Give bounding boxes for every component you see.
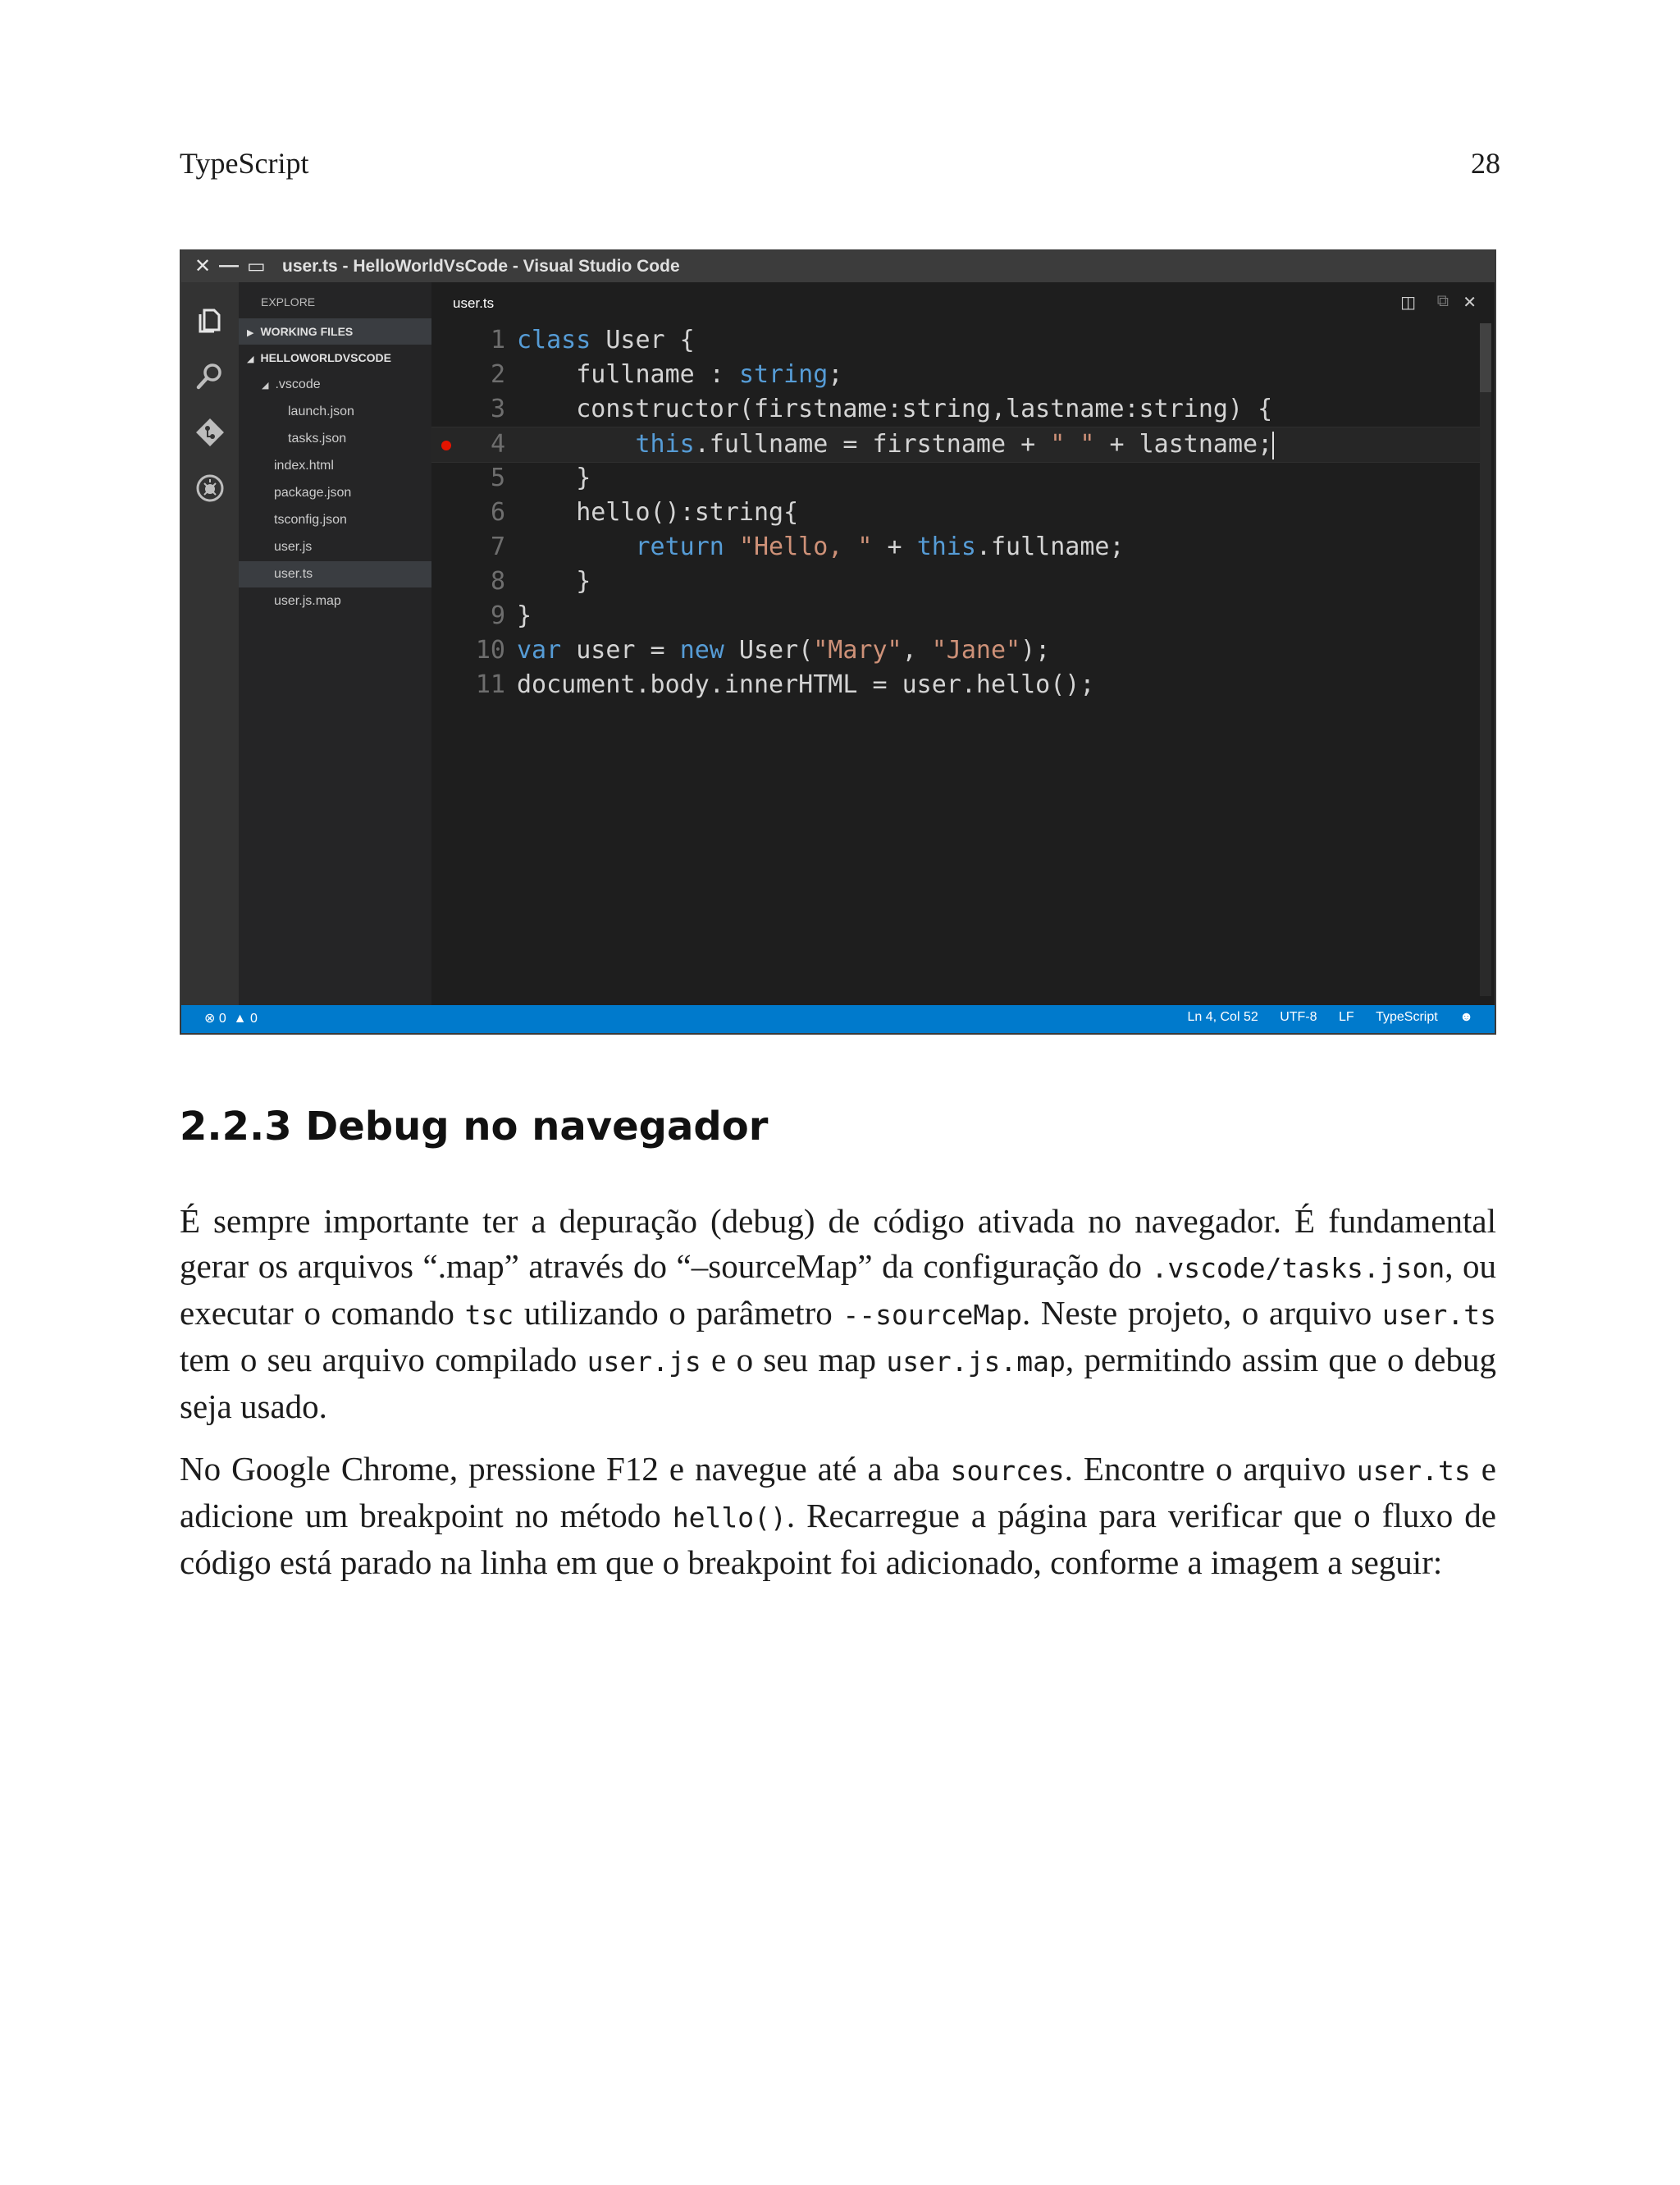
page-number: 28	[1471, 147, 1500, 180]
code-line: 8 }	[431, 565, 1481, 599]
code-line: 10 var user = new User("Mary", "Jane");	[431, 633, 1481, 668]
close-editor-icon[interactable]: ✕	[1463, 294, 1477, 312]
tree-item-index-html[interactable]: index.html	[274, 459, 334, 473]
debug-icon[interactable]	[194, 473, 226, 504]
explorer-sidebar	[239, 282, 431, 1005]
feedback-smiley-icon[interactable]: ☻	[1459, 1010, 1473, 1024]
error-count: 0	[218, 1012, 226, 1026]
error-icon: ⊗	[204, 1012, 216, 1026]
code-text: }	[517, 601, 532, 630]
running-title: TypeScript	[180, 147, 309, 180]
window-titlebar	[181, 251, 1495, 282]
close-window-icon[interactable]: ✕	[194, 255, 212, 277]
language-indicator[interactable]: TypeScript	[1376, 1010, 1438, 1024]
code-editor[interactable]	[431, 282, 1495, 1005]
code-line: 3 constructor(firstname:string,lastname:string) {	[431, 392, 1481, 427]
running-header	[180, 146, 1500, 187]
code-text: document.body.innerHTML = user.hello();	[517, 670, 1095, 699]
section-project[interactable]: ◢ HELLOWORLDVSCODE	[239, 345, 431, 371]
code-line: 5 }	[431, 461, 1481, 496]
tree-item-user-js[interactable]: user.js	[274, 540, 313, 554]
caret-down-icon: ◢	[262, 381, 269, 391]
tree-item-user-ts[interactable]: user.ts	[239, 561, 431, 587]
open-changes-icon[interactable]: ⧉	[1436, 292, 1449, 310]
eol-indicator[interactable]: LF	[1338, 1010, 1354, 1024]
breakpoint-marker[interactable]	[441, 441, 451, 450]
files-icon[interactable]	[194, 305, 226, 336]
section-heading: 2.2.3 Debug no navegador	[180, 1104, 769, 1150]
code-text: this.fullname = firstname + " " + lastname;	[635, 430, 1273, 459]
code-text: fullname : string;	[517, 360, 843, 389]
text-cursor	[1272, 432, 1274, 459]
tree-item-package-json[interactable]: package.json	[274, 486, 352, 500]
status-bar	[181, 1005, 1495, 1033]
code-line-current: 4 this.fullname = firstname + " " + lastname;	[431, 427, 1481, 463]
code-line: 2 fullname : string;	[431, 358, 1481, 392]
vscode-screenshot	[180, 249, 1496, 1035]
tree-item-launch-json[interactable]: launch.json	[288, 405, 354, 418]
paragraph-debug-intro: É sempre importante ter a depuração (debug) de código ativada no navegador. É fundamental gerar os arquivos “.map” através do “–sourceMap” da configuração do .vscode/tasks.json, ou executar o comando tsc utilizando o parâmetro --sourceMap. Neste projeto, o arquivo user.ts tem o seu arquivo compilado user.js e o seu map user.js.map, permitindo assim que o debug seja usado.	[180, 1202, 1496, 1425]
tree-item-tasks-json[interactable]: tasks.json	[288, 432, 347, 446]
code-text: }	[517, 567, 591, 596]
maximize-window-icon[interactable]: ▭	[247, 255, 266, 277]
encoding-indicator[interactable]: UTF-8	[1280, 1010, 1317, 1024]
editor-scrollbar[interactable]	[1480, 323, 1491, 996]
code-text: constructor(firstname:string,lastname:string) {	[517, 395, 1273, 423]
code-line: 9 }	[431, 599, 1481, 633]
code-line: 6 hello():string{	[431, 496, 1481, 530]
problems-indicator[interactable]	[204, 1010, 258, 1026]
window-title: user.ts - HelloWorldVsCode - Visual Studio Code	[282, 257, 680, 276]
code-text: return "Hello, " + this.fullname;	[635, 533, 1125, 561]
caret-down-icon: ◢	[247, 354, 254, 364]
editor-tab-user-ts[interactable]: user.ts	[453, 295, 495, 311]
code-line: 7 return "Hello, " + this.fullname;	[431, 530, 1481, 565]
code-text: var user = new User("Mary", "Jane");	[517, 636, 1051, 665]
warning-count: 0	[249, 1012, 258, 1026]
code-text: hello():string{	[517, 498, 799, 527]
code-text: }	[517, 464, 591, 492]
code-line: 11 document.body.innerHTML = user.hello();	[431, 668, 1481, 702]
tree-item-tsconfig-json[interactable]: tsconfig.json	[274, 513, 347, 527]
split-editor-icon[interactable]: ◫	[1400, 294, 1416, 312]
caret-right-icon: ▶	[247, 328, 254, 338]
warning-icon: ▲	[233, 1012, 247, 1026]
cursor-position[interactable]: Ln 4, Col 52	[1187, 1010, 1258, 1024]
paragraph-chrome-instructions: No Google Chrome, pressione F12 e navegue até a aba sources. Encontre o arquivo user.ts e adicione um breakpoint no método hello(). Recarregue a página para verificar que o fluxo de código está parado na linha em que o breakpoint foi adicionado, conforme a imagem a seguir:	[180, 1450, 1497, 1581]
section-working-files[interactable]: ▶ WORKING FILES	[239, 318, 431, 345]
search-icon[interactable]	[194, 361, 226, 392]
git-icon[interactable]	[194, 417, 226, 448]
tree-item-vscode-folder[interactable]: ◢ .vscode	[239, 372, 431, 398]
code-text: class User {	[517, 326, 695, 354]
tree-item-user-js-map[interactable]: user.js.map	[274, 594, 341, 608]
scrollbar-thumb[interactable]	[1480, 323, 1491, 392]
activity-bar	[181, 282, 239, 1005]
minimize-window-icon[interactable]: —	[219, 254, 239, 277]
explorer-header: EXPLORE	[261, 295, 316, 309]
code-line: 1 class User {	[431, 323, 1481, 358]
